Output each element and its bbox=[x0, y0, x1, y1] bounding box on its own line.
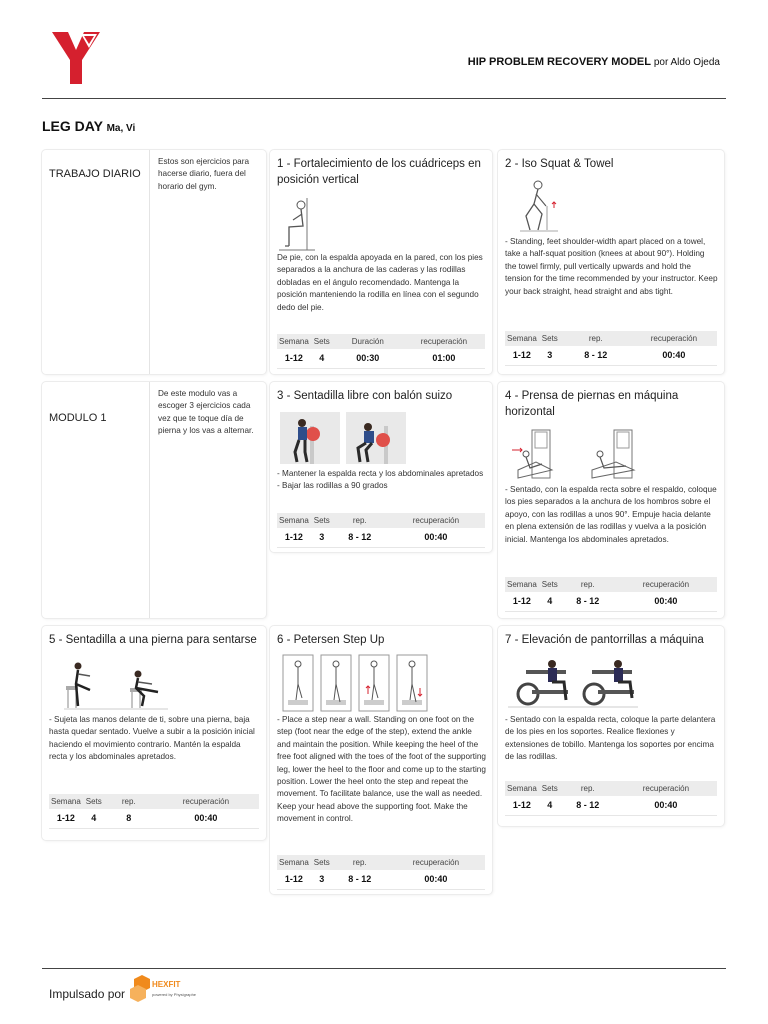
ball-squat-photo bbox=[280, 412, 406, 464]
header-divider bbox=[42, 98, 726, 99]
step-up-illustration bbox=[282, 654, 428, 712]
exercise-title: 7 - Elevación de pantorrillas a máquina bbox=[505, 634, 704, 646]
iso-squat-illustration bbox=[516, 178, 562, 234]
exercise-description: - Sujeta las manos delante de ti, sobre una pierna, baja hasta quedar sentado. Vuelve a subir a la posición inicial haciendo el movimiento contrario. Mantén la espalda recta y los abdominales apretados. bbox=[49, 715, 255, 762]
exercise-description: - Place a step near a wall. Standing on one foot on the step (foot near the edge of the step), extend the ankle and maintain the position. While keeping the heel of the free foot aligned with the toes of the foot of the supporting leg, lower the heel to the floor and come up to the starting position. Lower the heel onto the step and repeat the movement. To facilitate balance, use the wall as needed. Keep your head above the supporting foot. Make the movement in control. bbox=[277, 715, 486, 824]
exercise-card bbox=[270, 382, 492, 552]
exercise-card bbox=[498, 150, 724, 374]
module-name: MODULO 1 bbox=[49, 412, 107, 424]
stats-table: Semana Sets Duración recuperación 1-12 4 00:30 01:00 bbox=[277, 334, 485, 369]
module-card bbox=[42, 382, 266, 618]
exercise-card bbox=[270, 150, 492, 374]
footer-divider bbox=[42, 968, 726, 969]
document-title: HIP PROBLEM RECOVERY MODEL por Aldo Ojeda bbox=[467, 56, 720, 68]
exercise-title: 4 - Prensa de piernas en máquina horizontal bbox=[505, 390, 679, 418]
module-card bbox=[42, 150, 266, 374]
powered-by-label: Impulsado por bbox=[49, 987, 126, 1001]
module-note: Estos son ejercicios para hacerse diario, fuera del horario del gym. bbox=[158, 157, 250, 191]
exercise-description: - Sentado con la espalda recta, coloque la parte delantera de los pies en los soportes. Realice flexiones y extensiones de tobillo. Mantenga los soportes por encima de las rodillas. bbox=[505, 715, 716, 762]
stats-table: Semana Sets rep. recuperación 1-12 3 8 - 12 00:40 bbox=[277, 513, 485, 548]
stats-table: Semana Sets rep. recuperación 1-12 3 8 - 12 00:40 bbox=[505, 331, 717, 366]
leg-press-illustration bbox=[508, 426, 658, 484]
exercise-card bbox=[498, 382, 724, 618]
module-name: TRABAJO DIARIO bbox=[49, 168, 141, 180]
exercise-title: 3 - Sentadilla libre con balón suizo bbox=[277, 390, 453, 402]
section-title: LEG DAY Ma, Vi bbox=[42, 118, 136, 134]
stats-table: Semana Sets rep. recuperación 1-12 4 8 - 12 00:40 bbox=[505, 781, 717, 816]
exercise-title: 1 - Fortalecimiento de los cuádriceps en posición vertical bbox=[277, 158, 481, 186]
stats-table: Semana Sets rep. recuperación 1-12 3 8 - 12 00:40 bbox=[277, 855, 485, 890]
exercise-card bbox=[498, 626, 724, 826]
exercise-title: 6 - Petersen Step Up bbox=[277, 634, 385, 646]
stats-table: Semana Sets rep. recuperación 1-12 4 8 00:40 bbox=[49, 794, 259, 829]
exercise-title: 5 - Sentadilla a una pierna para sentarse bbox=[49, 634, 257, 646]
exercise-description: - Standing, feet shoulder-width apart placed on a towel, take a half-squat position (knees at about 90°). Holding the towel firmly, pull vertically upwards and hold the tension for the time recommended by your instructor. Keep your back straight, head straight and abs tight. bbox=[505, 237, 718, 296]
stats-table: Semana Sets rep. recuperación 1-12 4 8 - 12 00:40 bbox=[505, 577, 717, 612]
exercise-description: De pie, con la espalda apoyada en la pared, con los pies separados a la anchura de las caderas y las rodillas dobladas en el ángulo recomendado. Mantenga la posición manteniendo la rodilla en línea con el segundo dedo del pie. bbox=[277, 253, 483, 312]
ymca-logo bbox=[50, 30, 102, 86]
calf-raise-machine-photo bbox=[508, 656, 638, 708]
hexfit-logo bbox=[128, 975, 197, 1005]
svg-text:HEXFIT: HEXFIT bbox=[152, 980, 181, 989]
exercise-description: - Mantener la espalda recta y los abdominales apretados - Bajar las rodillas a 90 grados bbox=[277, 469, 484, 491]
exercise-card bbox=[42, 626, 266, 840]
exercise-title: 2 - Iso Squat & Towel bbox=[505, 158, 614, 170]
wall-sit-illustration bbox=[277, 196, 317, 252]
exercise-card bbox=[270, 626, 492, 894]
svg-text:powered by Physigraphe: powered by Physigraphe bbox=[152, 992, 197, 997]
exercise-description: - Sentado, con la espalda recta sobre el respaldo, coloque los pies separados a la anchura de los hombros sobre el apoyo, con las rodillas a unos 90°. Empuje hacia delante en plena extensión de las rodillas y vuelva a la posición inicial. Mantenga los abdominales apretados. bbox=[505, 485, 717, 544]
single-leg-squat-illustration bbox=[64, 656, 168, 710]
module-note: De este modulo vas a escoger 3 ejercicios cada vez que te toque día de pierna y los vas a alternar. bbox=[158, 389, 254, 436]
